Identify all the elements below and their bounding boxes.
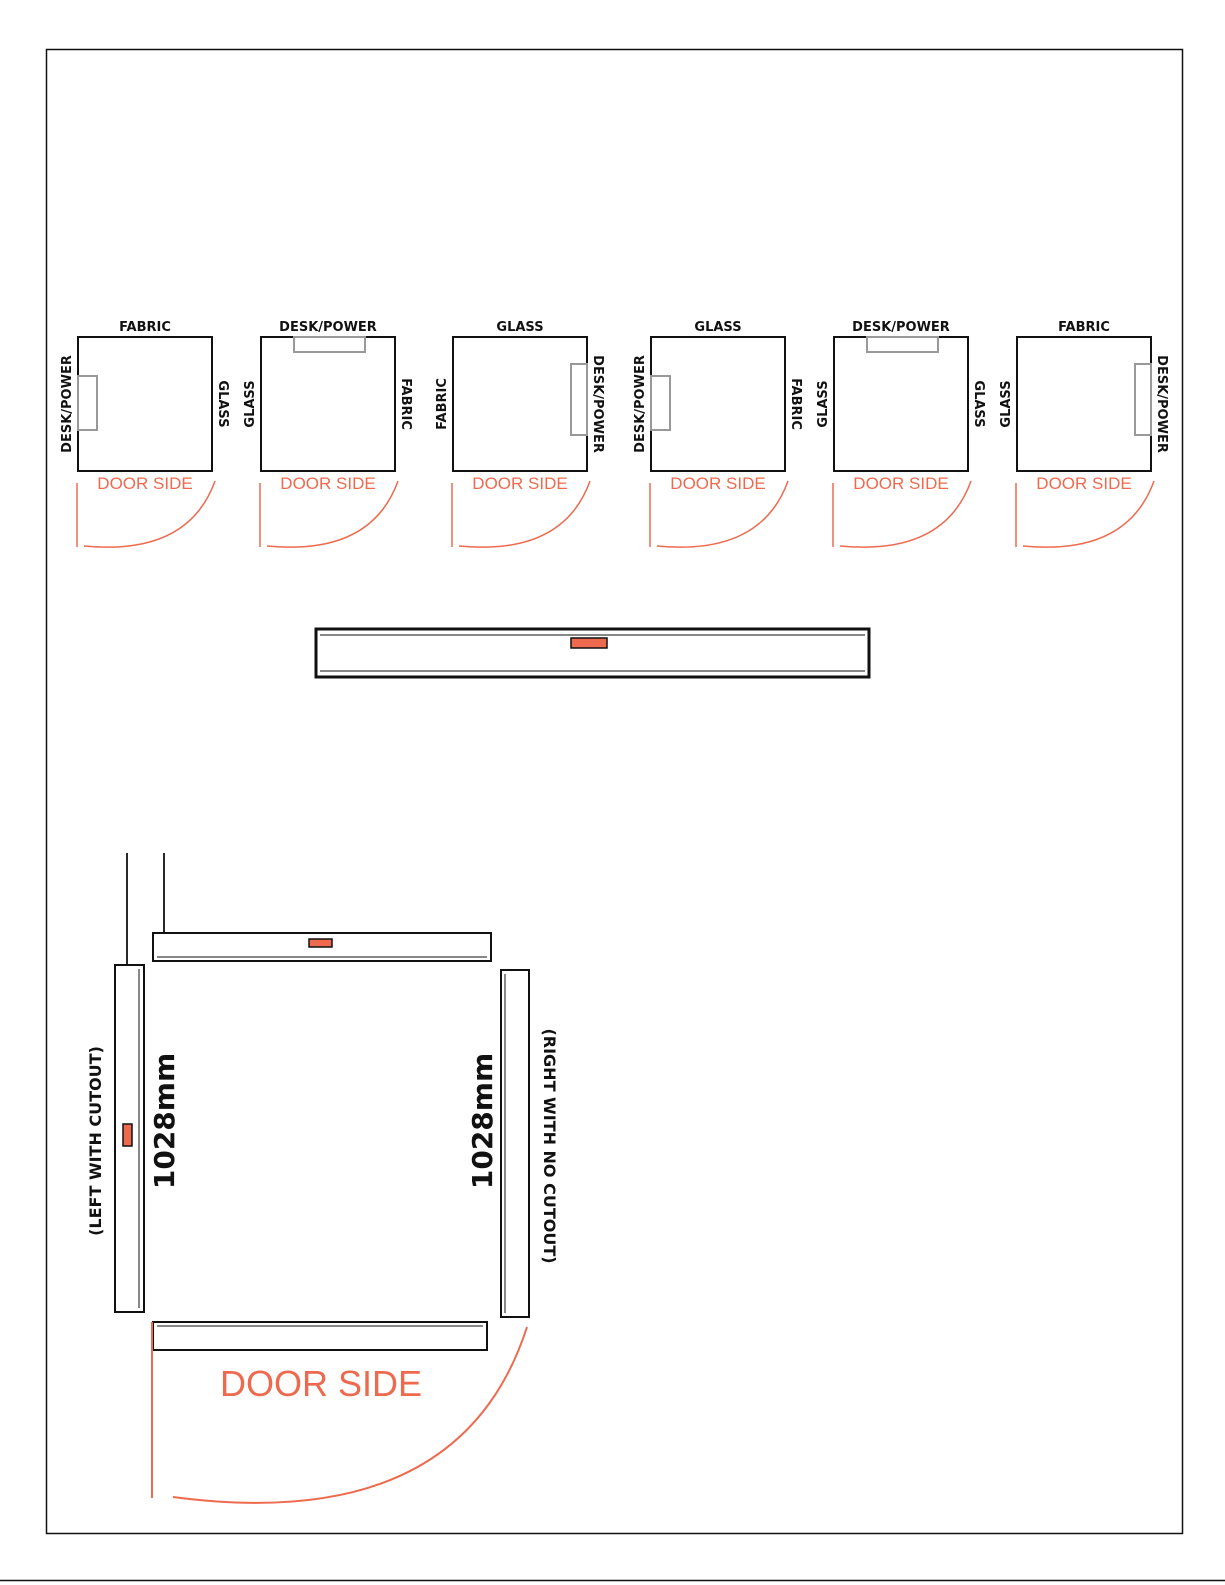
config-room-outline [78, 337, 212, 471]
assembly-plan [86, 853, 559, 1503]
right-panel-caption: (RIGHT WITH NO CUTOUT) [540, 1028, 559, 1264]
guide-line-top [164, 853, 300, 945]
config-option-1 [60, 320, 230, 547]
top-panel-cutout [309, 939, 332, 947]
config-right-label: GLASS [971, 380, 986, 428]
config-door-label: DOOR SIDE [1036, 474, 1132, 493]
page-frame [47, 50, 1183, 1534]
config-top-label: FABRIC [119, 320, 171, 335]
config-top-label: DESK/POWER [279, 320, 377, 335]
config-door-label: DOOR SIDE [853, 474, 949, 493]
config-right-label: GLASS [215, 380, 230, 428]
config-option-4 [633, 320, 803, 547]
config-room-outline [453, 337, 587, 471]
config-room-outline [261, 337, 395, 471]
config-door-label: DOOR SIDE [472, 474, 568, 493]
config-door-label: DOOR SIDE [670, 474, 766, 493]
config-option-2 [243, 320, 413, 547]
left-panel-cutout [123, 1124, 132, 1146]
config-room-outline [651, 337, 785, 471]
config-left-label: GLASS [816, 380, 831, 428]
cutout-marker [571, 638, 607, 648]
config-top-label: GLASS [694, 320, 742, 335]
config-left-label: GLASS [999, 380, 1014, 428]
configuration-options [60, 320, 1169, 547]
config-top-label: FABRIC [1058, 320, 1110, 335]
top-panel-detail [316, 629, 869, 677]
config-right-label: DESK/POWER [590, 355, 605, 453]
left-dimension-label: 1028mm [148, 1052, 181, 1190]
config-option-5 [816, 320, 986, 547]
config-room-outline [834, 337, 968, 471]
config-left-label: DESK/POWER [60, 355, 75, 453]
config-top-label: GLASS [496, 320, 544, 335]
config-room-outline [1017, 337, 1151, 471]
panel-outer [316, 629, 869, 677]
config-left-label: DESK/POWER [633, 355, 648, 453]
config-right-label: DESK/POWER [1154, 355, 1169, 453]
config-top-label: DESK/POWER [852, 320, 950, 335]
config-left-label: FABRIC [435, 378, 450, 430]
left-panel-caption: (LEFT WITH CUTOUT) [86, 1046, 105, 1236]
door-swing-arc [173, 1327, 527, 1503]
config-door-label: DOOR SIDE [97, 474, 193, 493]
config-option-3 [435, 320, 605, 547]
config-door-label: DOOR SIDE [280, 474, 376, 493]
door-side-label: DOOR SIDE [219, 1363, 423, 1404]
config-option-6 [999, 320, 1169, 547]
right-dimension-label: 1028mm [466, 1052, 499, 1190]
config-right-label: FABRIC [398, 378, 413, 430]
config-left-label: GLASS [243, 380, 258, 428]
config-right-label: FABRIC [788, 378, 803, 430]
